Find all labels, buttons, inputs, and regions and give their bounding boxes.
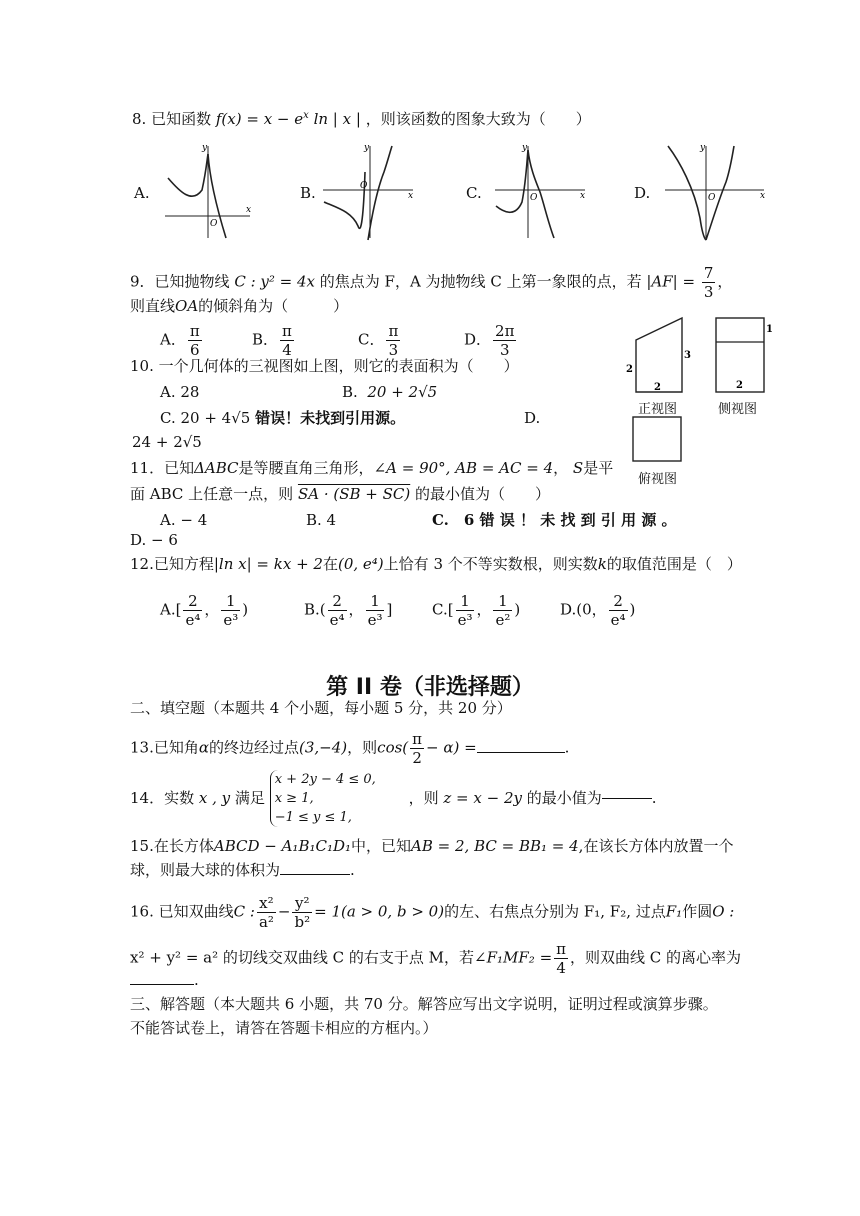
top-view-label: 俯视图 bbox=[638, 472, 678, 487]
svg-text:y: y bbox=[700, 143, 706, 153]
q11-line2: 面 ABC 上任意一点，则 SA · (SB + SC) 的最小值为（ ） bbox=[130, 485, 551, 503]
q9-option-c: C． $\frac{\pi}{3}$ bbox=[358, 322, 399, 359]
q10-option-d-label: D. bbox=[524, 409, 541, 427]
q10-stem: 10. 一个几何体的三视图如上图，则它的表面积为（ ） bbox=[130, 357, 519, 375]
q14-constraint-system: x + 2y − 4 ≤ 0, x ≥ 1, −1 ≤ y ≤ 1, bbox=[270, 770, 376, 827]
q11-option-d: D. − 6 bbox=[130, 531, 178, 549]
side-view-figure bbox=[712, 314, 782, 394]
q10-option-b: B. 20 + 2√5 bbox=[342, 383, 438, 401]
front-view-label: 正视图 bbox=[638, 402, 678, 417]
q8-option-d-label: D. bbox=[634, 184, 651, 202]
svg-text:x: x bbox=[760, 191, 766, 201]
svg-text:x: x bbox=[580, 191, 586, 201]
q16-line2: x² + y² = a² 的切线交双曲线 C 的右支于点 M，若∠F₁MF₂ = $\frac{\pi}{4}$ ，则双曲线 C 的离心率为 bbox=[130, 940, 742, 977]
q11-option-b: B. 4 bbox=[306, 511, 337, 529]
q8-stem: 8. 已知函数 $f(x) = x - e^x$ ln | x | ，则该函数的图象大致为（ ） bbox=[132, 110, 591, 128]
q12-option-d: D.(0， $\frac{2}{\text{e⁴}}$ ) bbox=[560, 592, 636, 629]
front-view-figure bbox=[620, 314, 700, 394]
q8-option-a-label: A. bbox=[134, 184, 150, 202]
svg-text:y: y bbox=[202, 143, 208, 153]
svg-text:1: 1 bbox=[766, 324, 773, 335]
q8-graph-a bbox=[160, 142, 255, 242]
svg-text:x: x bbox=[246, 205, 252, 215]
q8-option-c-label: C. bbox=[466, 184, 482, 202]
fill-in-header: 二、填空题（本题共 4 个小题，每小题 5 分，共 20 分） bbox=[130, 699, 512, 717]
q11-line1: 11．已知ΔABC是等腰直角三角形，∠A = 90°, AB = AC = 4， S是平 bbox=[130, 459, 614, 477]
q12-option-b: B.( $\frac{2}{\text{e⁴}}$ ， $\frac{1}{\text{e³}}$ ] bbox=[304, 592, 393, 629]
svg-text:y: y bbox=[522, 143, 528, 153]
section-3-line2: 不能答试卷上，请答在答题卡相应的方框内。） bbox=[130, 1019, 438, 1037]
q11-option-a: A. − 4 bbox=[160, 511, 208, 529]
q8-graph-c bbox=[490, 142, 590, 242]
q12-option-a: A.[ $\frac{2}{\text{e⁴}}$ ， $\frac{1}{\text{e³}}$ ) bbox=[160, 592, 249, 629]
svg-text:2: 2 bbox=[654, 382, 661, 393]
svg-text:2: 2 bbox=[736, 380, 743, 391]
q8-graph-b bbox=[318, 142, 418, 242]
q12-stem: 12.已知方程|ln x| = kx + 2在(0, e⁴)上恰有 3 个不等实数根，则实数k的取值范围是（ ） bbox=[130, 555, 742, 573]
svg-text:O: O bbox=[708, 193, 716, 203]
q9-line2: 则直线OA的倾斜角为（ ） bbox=[130, 297, 349, 315]
q11-option-c: C. 6 错 误 ！ 未 找 到 引 用 源 。 bbox=[432, 511, 677, 529]
svg-text:2: 2 bbox=[626, 364, 633, 375]
q10-option-a: A. 28 bbox=[160, 383, 200, 401]
q13-answer-blank[interactable] bbox=[477, 752, 565, 753]
q8-graph-d bbox=[660, 142, 770, 242]
svg-text:y: y bbox=[364, 143, 370, 153]
svg-text:O: O bbox=[210, 219, 218, 229]
q13: 13.已知角α的终边经过点(3,−4)，则cos( $\frac{\pi}{2}$ − α) = . bbox=[130, 730, 570, 767]
q8-option-b-label: B. bbox=[300, 184, 316, 202]
side-view-label: 侧视图 bbox=[718, 402, 758, 417]
q15-line2: 球，则最大球的体积为 . bbox=[130, 861, 355, 879]
svg-text:x: x bbox=[408, 191, 414, 201]
q14-answer-blank[interactable] bbox=[602, 798, 652, 799]
q16-line1: 16. 已知双曲线C : $\frac{\text{x²}}{\text{a²}}$ − $\frac{\text{y²}}{\text{b²}}$ = 1(a > 0, b > 0)的左、右焦点分别为 F₁, F₂, 过点F₁作圆O : bbox=[130, 894, 735, 931]
svg-text:3: 3 bbox=[684, 350, 691, 361]
svg-text:O: O bbox=[530, 193, 538, 203]
q16-line3: . bbox=[130, 970, 199, 990]
q15-line1: 15.在长方体ABCD − A₁B₁C₁D₁中，已知AB = 2, BC = BB₁ = 4,在该长方体内放置一个 bbox=[130, 837, 734, 855]
q15-answer-blank[interactable] bbox=[280, 874, 350, 875]
q14: 14．实数 x , y 满足 x + 2y − 4 ≤ 0, x ≥ 1, −1 ≤ y ≤ 1, ，则 z = x − 2y 的最小值为 . bbox=[130, 772, 657, 825]
section-2-title: 第 II 卷（非选择题） bbox=[326, 675, 534, 700]
section-3-line1: 三、解答题（本大题共 6 小题，共 70 分。解答应写出文字说明，证明过程或演算步骤。 bbox=[130, 995, 718, 1013]
top-view-figure bbox=[630, 414, 684, 464]
q9-option-b: B． $\frac{\pi}{4}$ bbox=[252, 322, 292, 359]
q12-option-c: C.[ $\frac{1}{\text{e³}}$ ， $\frac{1}{\text{e²}}$ ) bbox=[432, 592, 521, 629]
q16-answer-blank[interactable] bbox=[130, 984, 194, 985]
q10-option-d-value: 24 + 2√5 bbox=[132, 433, 202, 451]
q9-option-d: D． $\frac{2\pi}{3}$ bbox=[464, 322, 515, 359]
svg-text:O: O bbox=[360, 181, 368, 191]
q10-option-c: C. 20 + 4√5 错误！未找到引用源。 bbox=[160, 409, 406, 427]
q9-option-a: A． $\frac{\pi}{6}$ bbox=[160, 322, 200, 359]
q9-line1: 9．已知抛物线 C : y² = 4x 的焦点为 F，A 为抛物线 C 上第一象限的点，若 |AF| = $\frac{7}{3}$ ， bbox=[130, 264, 733, 301]
